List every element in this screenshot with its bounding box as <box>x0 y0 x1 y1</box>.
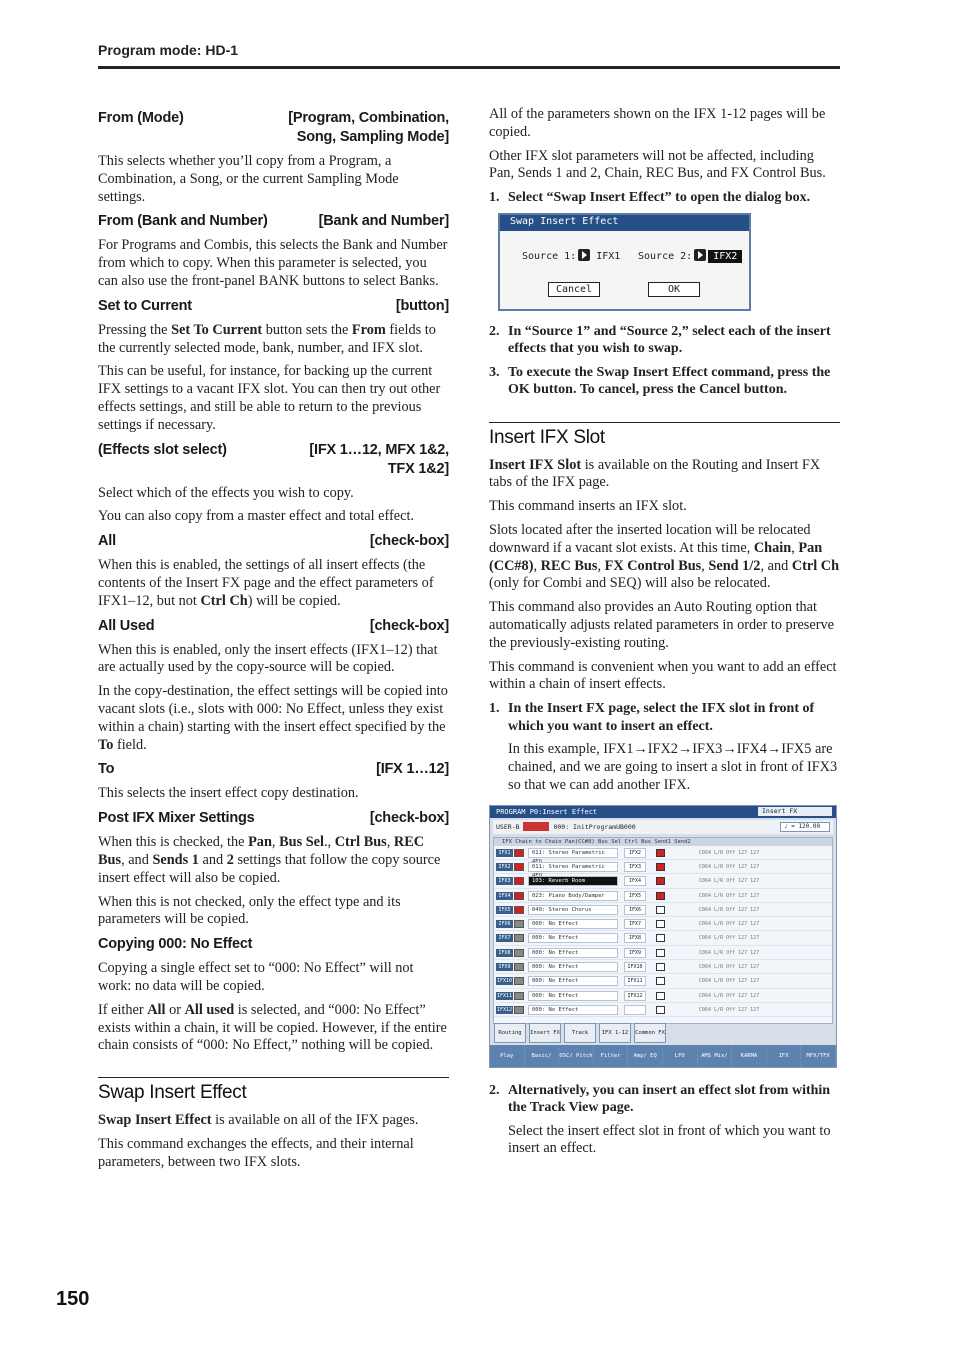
chain-to-field[interactable]: IFX10 <box>624 962 646 972</box>
chain-to-field[interactable]: IFX3 <box>624 862 646 872</box>
mode-tab[interactable]: Basic/ Vector <box>525 1045 560 1067</box>
ifx-effect-name[interactable]: 000: No Effect <box>528 962 618 972</box>
ifx-effect-name[interactable]: 040: Stereo Chorus <box>528 905 618 915</box>
ifx-label: IFX10 <box>496 978 513 985</box>
chain-checkbox[interactable] <box>656 849 665 857</box>
mode-tab[interactable]: IFX <box>767 1045 802 1067</box>
mixer-settings: C064 L/R Off 127 127 <box>699 906 760 913</box>
param-copying-000 <box>98 935 449 954</box>
ifx-label: IFX4 <box>496 892 513 900</box>
page-tab[interactable]: Track <box>564 1023 596 1043</box>
chain-checkbox[interactable] <box>656 920 665 928</box>
chain-checkbox[interactable] <box>656 1006 665 1014</box>
paragraph: This command exchanges the effects, and their internal parameters, between two IFX slots. <box>98 1135 414 1170</box>
section-rule <box>98 1077 449 1078</box>
paragraph: In this example, IFX1→IFX2→IFX3→IFX4→IFX5 are chained, and we are going to insert a slot in front of IFX3 so that we can add another IFX. <box>508 741 838 793</box>
ifx-effect-name[interactable]: 023: Piano Body/Damper <box>528 891 618 901</box>
paragraph: This command also provides an Auto Routing option that automatically adjusts related parameters in order to preserve the previously-existing routing. <box>489 599 834 651</box>
paragraph: Insert IFX Slot is available on the Routing and Insert FX tabs of the IFX page. <box>489 456 821 491</box>
ifx-row[interactable] <box>494 946 832 960</box>
step: 1. Select “Swap Insert Effect” to open the dialog box. <box>489 190 811 206</box>
ifx-effect-name[interactable]: 000: No Effect <box>528 991 618 1001</box>
right-column <box>489 106 840 1164</box>
paragraph: In the copy-destination, the effect settings will be copied into vacant slots (i.e., slots with 000: No Effect, unless they exist within a chain) starting with the insert effect specified by the To field. <box>98 683 448 753</box>
param-name: All <box>98 533 116 550</box>
popup-arrow-icon <box>578 249 590 261</box>
ifx-row[interactable] <box>494 974 832 988</box>
source2-field[interactable]: Source 2: IFX2 <box>638 249 742 263</box>
tempo-field[interactable]: ♩ = 120.00 <box>780 822 830 832</box>
paragraph: When this is not checked, only the effect type and its parameters will be copied. <box>98 893 401 928</box>
section-title-insert: Insert IFX Slot <box>489 426 605 448</box>
chain-to-field[interactable]: IFX9 <box>624 948 646 958</box>
ifx-effect-name[interactable]: 011: Stereo Parametric <box>528 862 618 872</box>
ifx-row[interactable] <box>494 989 832 1003</box>
ifx-effect-name[interactable]: 000: No Effect <box>528 933 618 943</box>
param-all-used <box>98 617 449 636</box>
chain-checkbox[interactable] <box>656 949 665 957</box>
ifx-on-switch[interactable] <box>514 877 524 885</box>
chain-to-field[interactable] <box>624 1005 646 1015</box>
source1-field[interactable]: Source 1: IFX1 <box>522 250 621 262</box>
chain-checkbox[interactable] <box>656 934 665 942</box>
ifx-label: IFX8 <box>496 949 513 957</box>
paragraph: If either All or All used is selected, and “000: No Effect” exists within a chain, it will be copied. However, if the entire chain consists of “000: No Effect,” nothing will be copied. <box>98 1001 447 1054</box>
ifx-row[interactable] <box>494 889 832 903</box>
ifx-label: IFX6 <box>496 920 513 928</box>
chain-checkbox[interactable] <box>656 877 665 885</box>
chain-checkbox[interactable] <box>656 892 665 900</box>
ifx-on-switch[interactable] <box>514 934 524 942</box>
ifx-on-switch[interactable] <box>514 992 524 1000</box>
ifx-label: IFX9 <box>496 963 513 971</box>
mode-tab[interactable]: Play <box>490 1045 525 1067</box>
ifx-effect-name[interactable]: 103: Reverb Room <box>528 876 618 886</box>
param-value: [Bank and Number] <box>318 213 449 230</box>
ifx-on-switch[interactable] <box>514 1006 524 1014</box>
param-effects-slot <box>98 441 449 479</box>
swap-dialog-screenshot <box>498 213 751 311</box>
paragraph: You can also copy from a master effect and total effect. <box>98 508 415 525</box>
mode-tabs <box>490 1045 836 1081</box>
param-to <box>98 760 449 779</box>
chain-to-field[interactable]: IFX11 <box>624 976 646 986</box>
paragraph: Select the insert effect slot in front of which you want to insert an effect. <box>508 1122 831 1157</box>
mixer-settings: C064 L/R Off 127 127 <box>699 964 760 971</box>
ifx-row[interactable] <box>494 1003 832 1017</box>
mixer-settings: C064 L/R Off 127 127 <box>699 878 760 885</box>
param-value: [Program, Combination, Song, Sampling Mode] <box>288 110 449 145</box>
ifx-label: IFX1 <box>496 849 513 857</box>
param-name: Set to Current <box>98 297 192 314</box>
mixer-settings: C064 L/R Off 127 127 <box>699 863 760 870</box>
paragraph: Pressing the Set To Current button sets the From fields to the currently selected mode, bank, number, and IFX slot. <box>98 321 436 356</box>
running-head: Program mode: HD-1 <box>98 42 239 58</box>
param-value: [check-box] <box>369 617 449 634</box>
param-from-mode <box>98 109 449 147</box>
chain-to-field[interactable]: IFX12 <box>624 991 646 1001</box>
ifx-effect-name[interactable]: 000: No Effect <box>528 1005 618 1015</box>
ifx-row[interactable] <box>494 846 832 860</box>
ifx-effect-name[interactable]: 000: No Effect <box>528 948 618 958</box>
param-value: [IFX 1…12, MFX 1&2, TFX 1&2] <box>309 441 449 477</box>
chain-checkbox[interactable] <box>656 863 665 871</box>
header-rule <box>98 66 840 69</box>
chain-to-field[interactable]: IFX7 <box>624 919 646 929</box>
ifx-on-switch[interactable] <box>514 963 524 971</box>
param-name: Post IFX Mixer Settings <box>98 810 255 827</box>
param-name: From (Bank and Number) <box>98 213 268 230</box>
paragraph: When this is enabled, the settings of all insert effects (the contents of the Insert FX page and the effect parameters of IFX1–12, but not Ctrl Ch) will be copied. <box>98 557 434 609</box>
step: 2. In “Source 1” and “Source 2,” select each of the insert effects that you wish to swap. <box>489 323 831 357</box>
section-title-swap: Swap Insert Effect <box>98 1082 247 1104</box>
paragraph: Select which of the effects you wish to copy. <box>98 484 354 501</box>
paragraph: This command is convenient when you want to add an effect within a chain of insert effects. <box>489 658 837 693</box>
step: 2. Alternatively, you can insert an effect slot from within the Track View page. <box>489 1082 831 1116</box>
ifx-effect-name[interactable]: 011: Stereo Parametric <box>528 848 618 858</box>
section-rule <box>489 422 840 423</box>
param-set-to-current <box>98 297 449 316</box>
param-name: (Effects slot select) <box>98 441 227 458</box>
page-tab[interactable]: Common FX <box>634 1023 666 1043</box>
insert-fx-screenshot <box>489 805 837 1081</box>
chain-to-field[interactable]: IFX2 <box>624 848 646 858</box>
chain-to-field[interactable]: IFX6 <box>624 905 646 915</box>
mixer-settings: C064 L/R Off 127 127 <box>699 978 760 985</box>
mixer-settings: C064 L/R Off 127 127 <box>699 849 760 856</box>
ifx-label: IFX2 <box>496 863 513 871</box>
param-name: To <box>98 761 115 778</box>
step: 3. To execute the Swap Insert Effect command, press the OK button. To cancel, press the Cancel button. <box>489 364 831 398</box>
chain-to-field[interactable]: IFX4 <box>624 876 646 886</box>
mixer-settings: C064 L/R Off 127 127 <box>699 949 760 956</box>
ifx-row[interactable] <box>494 960 832 974</box>
mode-tab[interactable]: AMS Mix/ C.KeyTrk <box>698 1045 733 1067</box>
mixer-settings: C064 L/R Off 127 127 <box>699 1006 760 1013</box>
mixer-settings: C064 L/R Off 127 127 <box>699 921 760 928</box>
ifx-grid <box>493 837 833 1024</box>
page-tab[interactable]: Insert FX <box>529 1023 561 1043</box>
param-post-ifx <box>98 809 449 828</box>
paragraph: For Programs and Combis, this selects the Bank and Number from which to copy. When this parameter is selected, you can also use the front-panel BANK buttons to select Banks. <box>98 237 448 289</box>
ifx-label: IFX7 <box>496 934 513 942</box>
paragraph: Swap Insert Effect is available on all of the IFX pages. <box>98 1112 419 1129</box>
mixer-settings: C064 L/R Off 127 127 <box>699 992 760 999</box>
paragraph: Other IFX slot parameters will not be affected, including Pan, Sends 1 and 2, Chain, REC Bus, and FX Control Bus. <box>489 147 826 182</box>
paragraph: All of the parameters shown on the IFX 1-12 pages will be copied. <box>489 106 826 140</box>
mode-tab[interactable]: LFO <box>663 1045 698 1067</box>
ifx-label: IFX11 <box>496 992 513 999</box>
ifx-row[interactable] <box>494 860 832 874</box>
grid-header: IFX Chain to Chain Pan(CC#8) Bus Sel Ctrl Bus Send1 Send2 <box>494 838 832 846</box>
ifx-on-switch[interactable] <box>514 977 524 985</box>
chain-checkbox[interactable] <box>656 906 665 914</box>
ifx-label: IFX5 <box>496 906 513 914</box>
chain-checkbox[interactable] <box>656 977 665 985</box>
ifx-row[interactable] <box>494 931 832 945</box>
ifx-on-switch[interactable] <box>514 949 524 957</box>
chain-to-field[interactable]: IFX5 <box>624 891 646 901</box>
ifx-row[interactable] <box>494 903 832 917</box>
param-name: Copying 000: No Effect <box>98 936 253 953</box>
chain-checkbox[interactable] <box>656 992 665 1000</box>
ifx-label: IFX12 <box>496 1006 513 1013</box>
paragraph: When this is enabled, only the insert effects (IFX1–12) that are actually used by the copy-source will be copied. <box>98 641 438 676</box>
paragraph: Slots located after the inserted location will be relocated downward if a vacant slot exists. At this time, Chain, Pan (CC#8), REC Bus, FX Control Bus, Send 1/2, and Ctrl Ch (only for Combi and SEQ) will also be relocated. <box>489 522 840 592</box>
param-value: [button] <box>395 297 449 314</box>
param-all <box>98 532 449 551</box>
chain-checkbox[interactable] <box>656 963 665 971</box>
program-select-bar: USER-B 000: InitProgramUB000 ♩ = 120.00 <box>493 820 833 834</box>
ifx-effect-name[interactable]: 000: No Effect <box>528 976 618 986</box>
popup-arrow-icon <box>694 249 706 261</box>
mode-tab[interactable]: OSC/ Pitch <box>559 1045 594 1067</box>
ifx-effect-name[interactable]: 000: No Effect <box>528 919 618 929</box>
param-from-bank <box>98 212 449 231</box>
ifx-on-switch[interactable] <box>514 920 524 928</box>
param-name: From (Mode) <box>98 110 184 126</box>
paragraph: Copying a single effect set to “000: No Effect” will not work: no data will be copied. <box>98 960 414 994</box>
mixer-settings: C064 L/R Off 127 127 <box>699 892 760 899</box>
mode-tab[interactable]: MFX/TFX <box>801 1045 836 1067</box>
mixer-settings: C064 L/R Off 127 127 <box>699 935 760 942</box>
cancel-button[interactable]: Cancel <box>548 282 600 297</box>
left-column <box>98 106 449 1177</box>
paragraph: This can be useful, for instance, for backing up the current IFX settings to a vacant IFX slot. You can then try out other effects settings, and still be able to return to the previous settings if necessary. <box>98 363 441 433</box>
param-value: [check-box] <box>369 810 449 827</box>
paragraph: This selects whether you’ll copy from a Program, a Combination, a Song, or the current Sampling Mode settings. <box>98 153 399 205</box>
param-value: [IFX 1…12] <box>376 761 449 778</box>
param-name: All Used <box>98 617 155 634</box>
page-number: 150 <box>56 1288 90 1310</box>
dialog-title: Swap Insert Effect <box>500 215 749 231</box>
ifx-row[interactable] <box>494 917 832 931</box>
page-tab[interactable]: IFX 1-12 <box>599 1023 631 1043</box>
paragraph: When this is checked, the Pan, Bus Sel., Ctrl Bus, REC Bus, and Sends 1 and 2 settings that follow the copy source insert effect will also be copied. <box>98 834 441 886</box>
step: 1. In the Insert FX page, select the IFX slot in front of which you want to insert an effect. <box>489 701 815 734</box>
ok-button[interactable]: OK <box>648 282 700 297</box>
mode-tab[interactable]: Amp/ EQ <box>628 1045 663 1067</box>
ifx-label: IFX3 <box>496 877 513 885</box>
param-value: [check-box] <box>369 533 449 550</box>
page-tab[interactable]: Routing <box>494 1023 526 1043</box>
ifx-row[interactable] <box>494 874 832 888</box>
ifx-on-switch[interactable] <box>514 849 524 857</box>
ifx-on-switch[interactable] <box>514 906 524 914</box>
paragraph: This selects the insert effect copy destination. <box>98 785 359 802</box>
mode-tab[interactable]: Filter <box>594 1045 629 1067</box>
ifx-on-switch[interactable] <box>514 863 524 871</box>
screen-title-bar: PROGRAM P0:Insert Effect Insert FX <box>490 806 836 818</box>
page-tabs <box>490 1023 836 1043</box>
mode-tab[interactable]: KARMA <box>732 1045 767 1067</box>
page-menu[interactable]: Insert FX <box>758 807 832 816</box>
ifx-on-switch[interactable] <box>514 892 524 900</box>
paragraph: This command inserts an IFX slot. <box>489 498 687 515</box>
chain-to-field[interactable]: IFX8 <box>624 933 646 943</box>
